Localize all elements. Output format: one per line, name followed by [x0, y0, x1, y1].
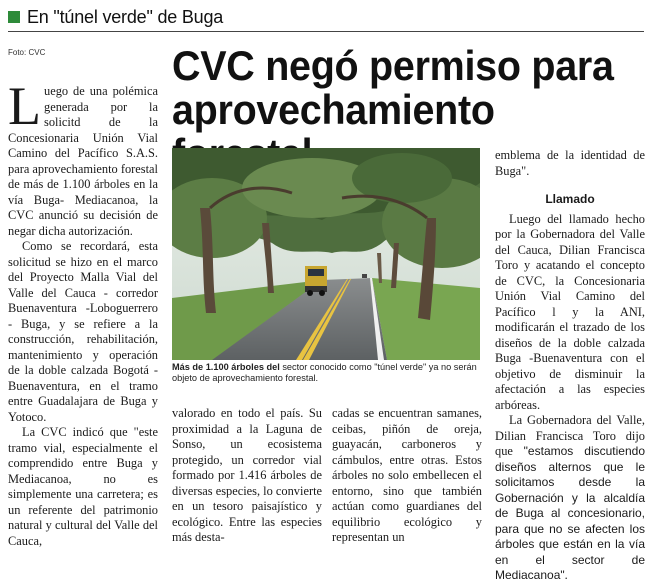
dropcap: L: [8, 76, 41, 136]
paragraph: emblema de la identidad de Buga".: [495, 148, 645, 178]
article-column-1: [8, 76, 158, 549]
paragraph: Luego del llamado hecho por la Gobernadora del Valle del Cauca, Dilian Francisca Toro y acatando el concepto de CVC, la Concesionaria Unión Vial Camino del Pacífico l y la ANI, modificarán el trazado de los diseños de la doble calzada Buga -Buenaventura con el objetivo de disminuir la afectación a las especies arbóreas.: [495, 211, 645, 412]
paragraph-text: La Gobernadora del Valle, Dilian Francisca Toro dijo que: [495, 413, 645, 458]
article-column-4: [495, 148, 645, 584]
subhead: Llamado: [545, 192, 595, 206]
paragraph: Como se recordará, esta solicitud se hizo en el marco del Proyecto Malla Vial del Valle del Cauca - corredor Buenaventura -Loboguerrero - Buga, y se refiere a la construcción, rehabilitación, mantenimiento y operación de la doble calzada Bogotá - Buenaventura, en el tramo entre Guadalajara de Buga y Yotoco.: [8, 239, 158, 424]
paragraph: valorado en todo el país. Su proximidad a la Laguna de Sonso, un ecosistema protegido, un corredor vial formado por 1.416 árboles de diversas especies, lo convierte en un tesoro paisajístico y ecológico. Entre las especies más desta-: [172, 406, 323, 544]
header-rule: [8, 31, 644, 32]
caption-text: sector conocido como "túnel verde" ya no serán objeto de aprovechamiento forestal.: [172, 362, 477, 383]
headline: CVC negó permiso para aprovechamiento: [172, 42, 614, 133]
kicker-square-icon: [8, 11, 20, 23]
caption-bold: Más de 1.100 árboles del: [172, 362, 280, 372]
lead-text: uego de una polémica generada por la solicitd de la Concesionaria Unión Vial Camino del Pacífico S.A.S. para aprovechamiento forestal de más de 1.100 árboles en la vía Buga- Mediacanoa, la CVC anunció su decisión de negar dicha autorización.: [8, 84, 158, 238]
paragraph: [495, 413, 645, 584]
article-photo: [172, 148, 480, 360]
tree-tunnel-road-image: [172, 148, 480, 360]
paragraph: cadas se encuentran samanes, ceibas, piñón de oreja, guayacán, carboneros y cámbulos, entre otras. Estos árboles no solo embellecen el entorno, sino que también actúan como guardianes del equilibrio ecológico y representan un: [332, 406, 482, 544]
kicker-text: En "túnel verde" de Buga: [27, 6, 224, 27]
paragraph-end: .: [564, 568, 568, 582]
paragraph: La CVC indicó que "este tramo vial, especialmente el comprendido entre Buga y Mediacanoa, no es simplemente una carretera; es un referente del patrimonio natural y cultural del Valle del Cauca,: [8, 425, 158, 548]
photo-caption: [172, 362, 480, 384]
quote: "estamos discutiendo diseños alternos que le solicitamos desde la Gobernación y la alcaldía de Buga al concesionario, para que no se afecten los árboles que están en la vía en el sector de Mediacanoa": [495, 444, 645, 582]
article-column-3: [332, 406, 482, 546]
section-kicker: [8, 6, 223, 28]
lead-paragraph: [8, 76, 158, 239]
photo-credit: Foto: CVC: [8, 48, 46, 57]
article-column-2: [172, 406, 322, 546]
